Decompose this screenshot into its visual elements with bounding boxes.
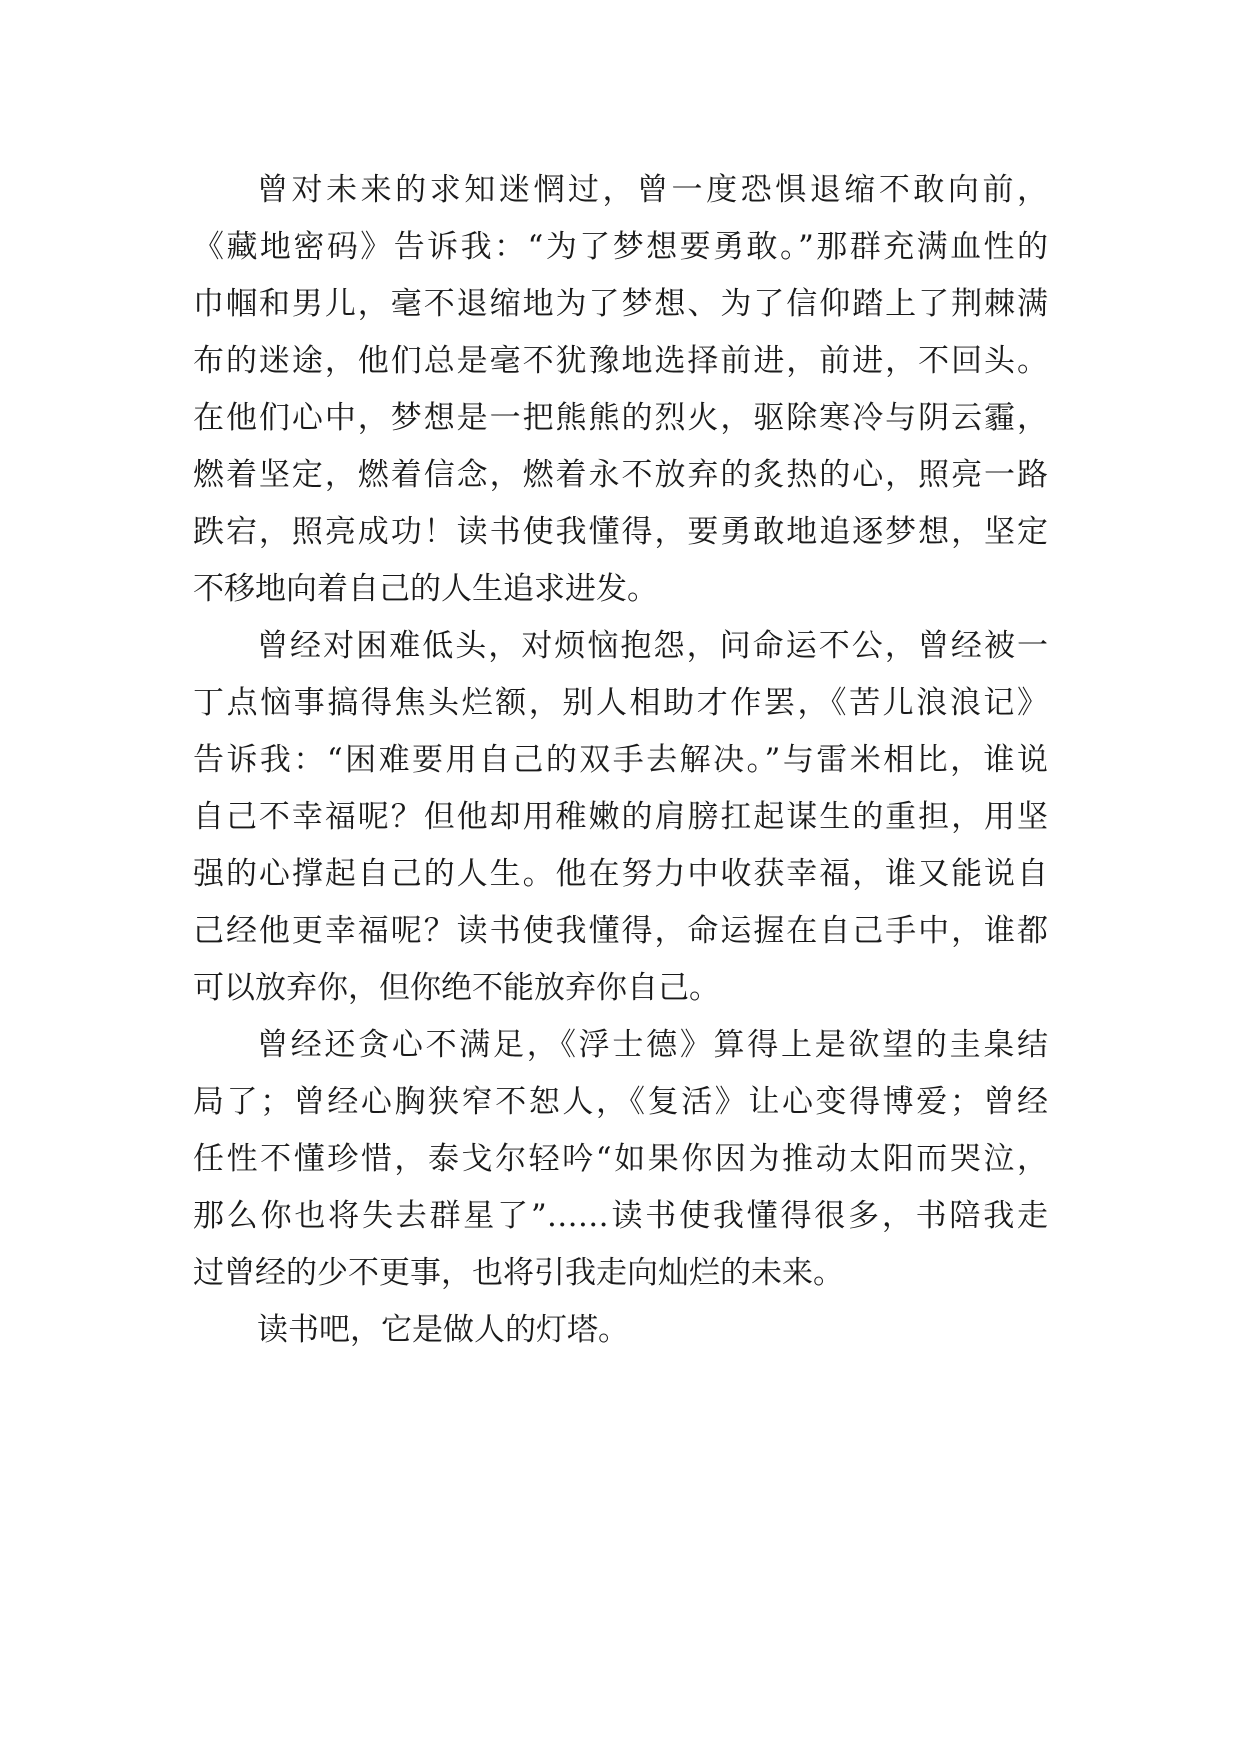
- text-line: 在他们心中，梦想是一把熊熊的烈火，驱除寒冷与阴云霾，: [193, 400, 1048, 436]
- text-line: 曾经还贪心不满足，《浮士德》算得上是欲望的圭臬结: [257, 1027, 1048, 1063]
- document-body: [193, 162, 1048, 1359]
- text-line: 告诉我：“困难要用自己的双手去解决。”与雷米相比，谁说: [193, 742, 1048, 778]
- text-line: 燃着坚定，燃着信念，燃着永不放弃的炙热的心，照亮一路: [193, 457, 1048, 493]
- text-line: 布的迷途，他们总是毫不犹豫地选择前进，前进，不回头。: [193, 343, 1048, 379]
- text-line: 任性不懂珍惜，泰戈尔轻吟“如果你因为推动太阳而哭泣，: [193, 1141, 1048, 1177]
- text-line: 读书吧，它是做人的灯塔。: [257, 1312, 629, 1348]
- paragraph-2: [193, 618, 1048, 1017]
- text-line: 跌宕，照亮成功！读书使我懂得，要勇敢地追逐梦想，坚定: [193, 514, 1048, 550]
- paragraph-4: [193, 1302, 1048, 1359]
- text-line: 自己不幸福呢？但他却用稚嫩的肩膀扛起谋生的重担，用坚: [193, 799, 1048, 835]
- text-line: 局了；曾经心胸狭窄不恕人，《复活》让心变得博爱；曾经: [193, 1084, 1048, 1120]
- text-line: 巾帼和男儿，毫不退缩地为了梦想、为了信仰踏上了荆棘满: [193, 286, 1048, 322]
- text-line: 过曾经的少不更事，也将引我走向灿烂的未来。: [193, 1255, 844, 1291]
- text-line: 不移地向着自己的人生追求进发。: [193, 571, 658, 607]
- text-line: 曾对未来的求知迷惘过，曾一度恐惧退缩不敢向前，: [257, 172, 1048, 208]
- text-line: 可以放弃你，但你绝不能放弃你自己。: [193, 970, 720, 1006]
- text-line: 《藏地密码》告诉我：“为了梦想要勇敢。”那群充满血性的: [193, 229, 1048, 265]
- text-line: 曾经对困难低头，对烦恼抱怨，问命运不公，曾经被一: [257, 628, 1048, 664]
- paragraph-3: [193, 1017, 1048, 1302]
- text-line: 那么你也将失去群星了”……读书使我懂得很多，书陪我走: [193, 1198, 1048, 1234]
- paragraph-1: [193, 162, 1048, 618]
- text-line: 丁点恼事搞得焦头烂额，别人相助才作罢，《苦儿浪浪记》: [193, 685, 1048, 721]
- text-line: 己经他更幸福呢？读书使我懂得，命运握在自己手中，谁都: [193, 913, 1048, 949]
- text-line: 强的心撑起自己的人生。他在努力中收获幸福，谁又能说自: [193, 856, 1048, 892]
